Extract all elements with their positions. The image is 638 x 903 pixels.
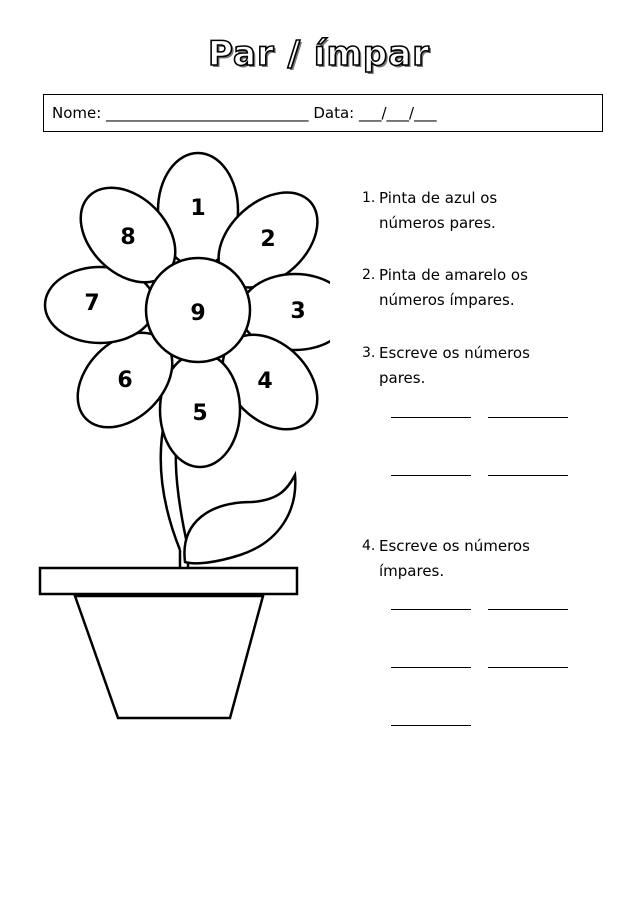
petal-number: 5 (192, 401, 208, 426)
task-3-text: Escreve os números pares. (379, 344, 530, 387)
task-2: 2. Pinta de amarelo os números ímpares. (362, 263, 602, 313)
answer-line[interactable] (391, 725, 471, 726)
name-date-fields: Nome: ___________________________ Data: ___/___/___ (52, 104, 437, 122)
answer-line[interactable] (488, 667, 568, 668)
petal-number: 3 (290, 299, 306, 324)
pot-rim (40, 568, 297, 594)
worksheet-title: Par / ímpar (208, 34, 430, 74)
answer-line[interactable] (391, 609, 471, 610)
name-date-box (43, 94, 603, 132)
task-3: 3. Escreve os números pares. (362, 341, 602, 391)
center-number: 9 (190, 301, 206, 326)
petal-number: 8 (120, 225, 136, 250)
answer-line[interactable] (488, 417, 568, 418)
answer-line[interactable] (391, 475, 471, 476)
task-2-text: Pinta de amarelo os números ímpares. (379, 266, 528, 309)
answer-line[interactable] (488, 475, 568, 476)
flower-pot-drawing (30, 150, 330, 730)
task-1-text: Pinta de azul os números pares. (379, 189, 498, 232)
pot-body (75, 596, 263, 718)
task-4-text: Escreve os números ímpares. (379, 537, 530, 580)
petal-number: 6 (117, 368, 133, 393)
task-4: 4. Escreve os números ímpares. (362, 534, 602, 584)
answer-line[interactable] (391, 667, 471, 668)
task-1: 1. Pinta de azul os números pares. (362, 186, 602, 236)
petal-number: 1 (190, 196, 206, 221)
answer-line[interactable] (488, 609, 568, 610)
answer-line[interactable] (391, 417, 471, 418)
petal-number: 2 (260, 227, 276, 252)
petal-number: 4 (257, 369, 273, 394)
petal-number: 7 (84, 291, 100, 316)
